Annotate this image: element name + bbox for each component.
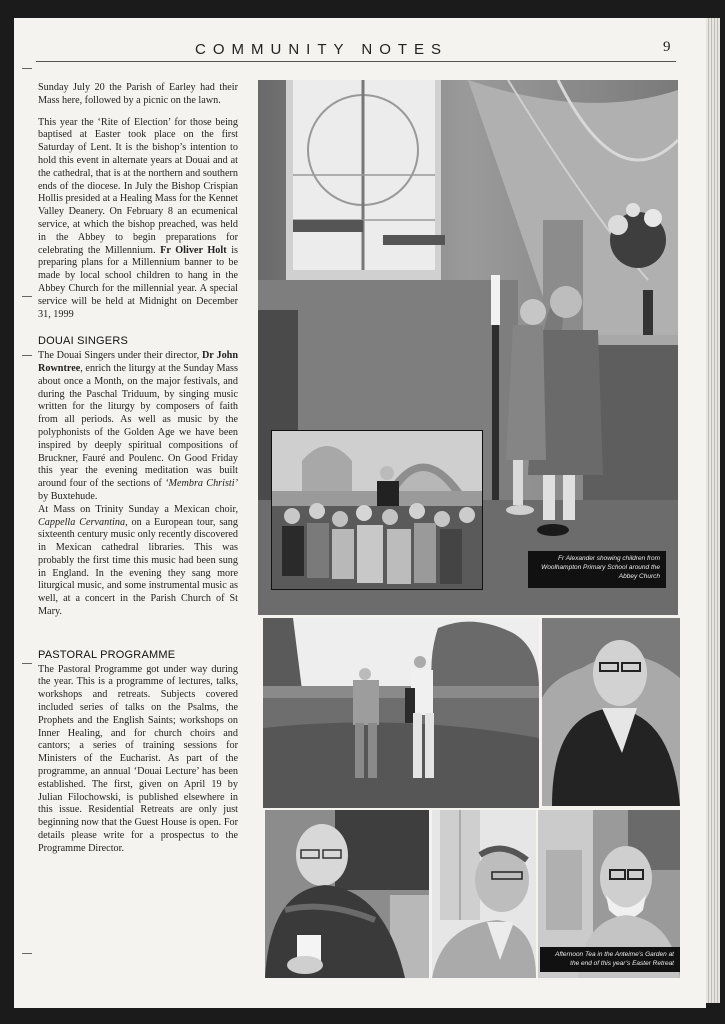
text: At Mass on Trinity Sunday a Mexican choir,: [38, 503, 238, 515]
spine-mark: [22, 953, 32, 954]
page-edge: [706, 18, 720, 1003]
paragraph: [38, 350, 238, 504]
choir-name: Cappella Cervantina: [38, 516, 126, 528]
spine-mark: [22, 663, 32, 664]
spine-mark: [22, 296, 32, 297]
lawn-photo: [263, 618, 539, 808]
person-name: Dr John Rowntree: [38, 350, 238, 374]
children-inset-photo: [271, 430, 483, 590]
header-rule: [36, 61, 676, 62]
text: is preparing plans for a Millennium banner to be made by local school children to hang in the Abbey Church for the millennial year. A special service will be held at Midnight on December 31, 1999: [38, 244, 239, 320]
text: This year the ‘Rite of Election’ for those being baptised at Easter took place on the first Saturday of Lent. It is the bishop’s intention to hold this event in alternate years at Douai and at the cathedral, that is at the northern and southern ends of the diocese. In July the Bishop Crispian Hollis presided at a Healing Mass for the Kennet Valley Deanery. On February 8 an ecumenical service, at which the bishop preached, was held in the Abbey to begin preparations for celebrating the Millennium.: [38, 116, 238, 256]
text: , enrich the liturgy at the Sunday Mass about once a Month, on the major festivals, and during the Paschal Triduum, by singing music written for the liturgy by composers of faith from all periods. As well as music by the polyphonists of the Golden Age we have been inspired by deeply spiritual compositions of Bruckner, Fauré and Poulenc. On Good Friday this year the evening meditation was built around four of the sections of: [38, 362, 238, 490]
paragraph: [38, 117, 238, 322]
person-name: Fr Oliver Holt: [160, 244, 227, 256]
text: The Douai Singers under their director,: [38, 350, 202, 362]
portrait-photo-1: [542, 618, 680, 806]
page-number: 9: [663, 39, 671, 55]
text: , on a European tour, sang sixteenth century music only recently discovered in Mexican cathedral libraries. This was probably the first time this music had been sung in England. In the evening they sang more liturgical music, and some instrumental music as well, at a concert in the Parish Church of St Mary.: [38, 516, 238, 618]
spine-mark: [22, 68, 32, 69]
work-title: ‘Membra Christi’: [165, 478, 238, 490]
text: by Buxtehude.: [38, 490, 98, 502]
paragraph: The Pastoral Programme got under way during the year. This is a programme of lectures, talks, workshops and retreats. Subjects covered included series of talks on the Psalms, the Prophets and the English Saints; workshops on Inner Healing, and for church choirs and cantors; a series of training sessions for Ministers of the Eucharist. As part of the programme, an annual ‘Douai Lecture’ has been established. The first, given on April 19 by Julian Filochowski, is published elsewhere in this issue. Residential Retreats are only just beginning now that the Guest House is open. For details please write for a prospectus to the Programme Director.: [38, 663, 238, 854]
section-heading: PASTORAL PROGRAMME: [38, 648, 176, 661]
spine-mark: [22, 355, 32, 356]
tea-photo-2: [432, 810, 536, 978]
page-title: COMMUNITY NOTES: [195, 41, 449, 58]
paragraph: Sunday July 20 the Parish of Earley had their Mass here, followed by a picnic on the lawn.: [38, 82, 238, 106]
abbey-photo-caption: Fr Alexander showing children from Woolhampton Primary School around the Abbey Church: [528, 551, 666, 588]
tea-photo-caption: Afternoon Tea in the Anteime’s Garden at the end of this year’s Easter Retreat: [540, 947, 680, 972]
paragraph: [38, 504, 238, 619]
tea-photo-1: [265, 810, 429, 978]
text-column: [38, 82, 238, 865]
section-heading: DOUAI SINGERS: [38, 335, 129, 348]
